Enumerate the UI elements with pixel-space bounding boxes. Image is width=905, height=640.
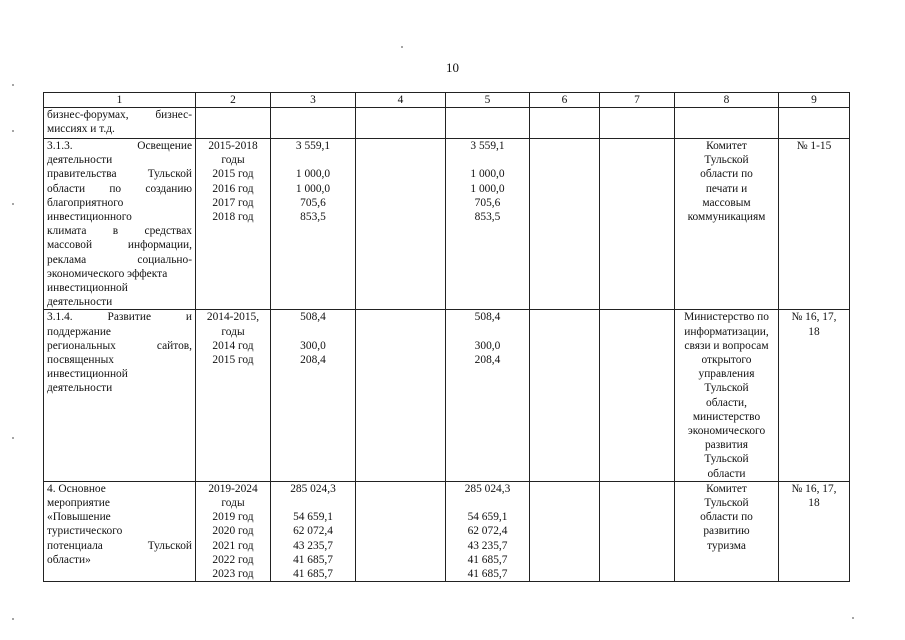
cell-line: 43 235,7 <box>293 539 333 552</box>
cell-line: информатизации, <box>684 325 769 338</box>
cell-line: Тульской <box>704 497 749 510</box>
regional-budget-cell <box>446 481 530 581</box>
cell-line: 62 072,4 <box>467 525 508 538</box>
cell-line: 2018 год <box>212 211 254 224</box>
column-header: 7 <box>600 93 675 108</box>
cell-line: 705,6 <box>474 196 501 209</box>
cell-line: климата в средствах <box>47 225 192 238</box>
cell-line: 3.1.4. Развитие и <box>47 311 192 324</box>
cell-line: 2015-2018 <box>208 140 258 152</box>
empty-cell <box>356 481 446 581</box>
empty-cell <box>600 139 675 310</box>
cell-line: Комитет <box>706 140 747 152</box>
cell-line: развития <box>704 439 749 452</box>
cell-line: 2020 год <box>212 525 254 538</box>
column-header: 2 <box>196 93 271 108</box>
cell-line: правительства Тульской <box>47 168 192 181</box>
period-cell <box>196 481 271 581</box>
cell-line: посвященных <box>47 354 114 367</box>
responsible-cell <box>675 310 779 481</box>
table-row <box>44 310 850 481</box>
scan-speck <box>12 437 14 439</box>
cell-line: развитию <box>703 525 750 538</box>
cell-line: области по созданию <box>47 182 192 195</box>
cell-line: туризма <box>707 539 746 552</box>
cell-line: 54 659,1 <box>293 511 333 524</box>
cell-line: потенциала Тульской <box>47 539 192 552</box>
scan-speck <box>852 617 854 619</box>
cell-line: 208,4 <box>300 354 326 367</box>
cell-line: коммуникациям <box>687 211 766 224</box>
cell-line: 2014-2015, <box>206 311 260 324</box>
column-header: 1 <box>44 93 196 108</box>
cell-line: инвестиционной <box>47 368 128 381</box>
column-header: 5 <box>446 93 530 108</box>
responsible-cell <box>675 108 779 139</box>
cell-line: области, <box>706 396 747 409</box>
period-cell <box>196 139 271 310</box>
column-header: 4 <box>356 93 446 108</box>
cell-line: области» <box>47 553 91 566</box>
cell-line: годы <box>221 325 245 338</box>
regional-budget-cell <box>446 108 530 139</box>
measure-name-cell <box>44 139 196 310</box>
empty-cell <box>530 310 600 481</box>
cell-line: реклама социально- <box>47 253 192 266</box>
cell-line: 41 685,7 <box>293 568 333 581</box>
regional-budget-cell <box>446 310 530 481</box>
scan-speck <box>12 203 14 205</box>
column-header: 3 <box>271 93 356 108</box>
cell-line: 3.1.3. Освещение <box>47 140 192 152</box>
cell-line: 300,0 <box>474 339 501 352</box>
total-cell <box>271 481 356 581</box>
cell-line: 508,4 <box>474 311 501 324</box>
cell-line: 41 685,7 <box>293 553 333 566</box>
period-cell <box>196 310 271 481</box>
scan-speck <box>12 130 14 132</box>
cell-line: массовой информации, <box>47 239 192 252</box>
table-row <box>44 481 850 581</box>
cell-line: инвестиционного <box>47 211 132 224</box>
cell-line: инвестиционной <box>47 282 128 295</box>
cell-line: «Повышение <box>47 511 111 524</box>
cell-line: № 1-15 <box>796 140 832 152</box>
cell-line: Министерство по <box>684 311 769 324</box>
table-row <box>44 139 850 310</box>
cell-line: 1 000,0 <box>295 182 331 195</box>
empty-cell <box>530 481 600 581</box>
empty-cell <box>600 310 675 481</box>
cell-line: 2021 год <box>212 539 254 552</box>
cell-line: связи и вопросам <box>684 339 769 352</box>
cell-line: 2014 год <box>212 339 254 352</box>
cell-line: туристического <box>47 525 123 538</box>
cell-line: 18 <box>808 325 820 338</box>
indicator-cell <box>779 139 850 310</box>
cell-line: 2017 год <box>212 196 254 209</box>
cell-line: деятельности <box>47 382 113 395</box>
empty-cell <box>356 310 446 481</box>
cell-line: 2015 год <box>212 354 254 367</box>
cell-line: 1 000,0 <box>470 182 505 195</box>
cell-line: области по <box>700 168 753 181</box>
responsible-cell <box>675 139 779 310</box>
cell-line: № 16, 17, <box>791 482 837 495</box>
indicator-cell <box>779 481 850 581</box>
cell-line: мероприятие <box>47 497 110 510</box>
cell-line: 4. Основное <box>47 482 106 495</box>
cell-line: Тульской <box>704 382 749 395</box>
cell-line: массовым <box>702 196 751 209</box>
cell-line: годы <box>221 497 245 510</box>
cell-line: 3 559,1 <box>295 140 331 152</box>
cell-line: 62 072,4 <box>293 525 333 538</box>
cell-line: 705,6 <box>300 196 326 209</box>
regional-budget-cell <box>446 139 530 310</box>
column-number-row <box>44 93 850 108</box>
cell-line: 1 000,0 <box>295 168 331 181</box>
cell-line: годы <box>221 154 245 167</box>
page-number: 10 <box>446 60 459 75</box>
scan-speck <box>12 618 14 620</box>
column-header: 6 <box>530 93 600 108</box>
cell-line: деятельности <box>47 296 113 309</box>
cell-line: открытого <box>701 354 752 367</box>
total-cell <box>271 108 356 139</box>
cell-line: печати и <box>705 182 748 195</box>
cell-line: 41 685,7 <box>467 553 508 566</box>
cell-line: области по <box>700 511 753 524</box>
empty-cell <box>356 108 446 139</box>
column-header: 8 <box>675 93 779 108</box>
program-measures-table <box>43 92 850 582</box>
cell-line: 208,4 <box>474 354 501 367</box>
period-cell <box>196 108 271 139</box>
cell-line: 2022 год <box>212 553 254 566</box>
cell-line: 3 559,1 <box>470 140 505 152</box>
column-header: 9 <box>779 93 850 108</box>
table-row <box>44 108 850 139</box>
cell-line: деятельности <box>47 154 113 167</box>
measure-name-cell <box>44 310 196 481</box>
cell-line: благоприятного <box>47 196 124 209</box>
scan-speck <box>12 84 14 86</box>
total-cell <box>271 310 356 481</box>
cell-line: поддержание <box>47 325 111 338</box>
cell-line: 2023 год <box>212 568 254 581</box>
cell-line: 285 024,3 <box>290 482 336 495</box>
cell-line: 2019 год <box>212 511 254 524</box>
cell-line: 300,0 <box>300 339 326 352</box>
cell-line: 853,5 <box>474 211 501 223</box>
cell-line: Тульской <box>704 453 749 466</box>
cell-line: региональных сайтов, <box>47 339 192 352</box>
scan-speck <box>401 46 403 48</box>
cell-line: 508,4 <box>300 311 326 324</box>
cell-line: 54 659,1 <box>467 511 508 524</box>
indicator-cell <box>779 310 850 481</box>
cell-line: миссиях и т.д. <box>47 123 115 136</box>
cell-line: 1 000,0 <box>470 168 505 181</box>
measure-name-cell <box>44 108 196 139</box>
cell-line: 285 024,3 <box>464 482 511 495</box>
cell-line: управления <box>698 368 755 381</box>
empty-cell <box>600 108 675 139</box>
cell-line: 41 685,7 <box>467 568 508 581</box>
empty-cell <box>530 139 600 310</box>
empty-cell <box>600 481 675 581</box>
cell-line: 2016 год <box>212 182 254 195</box>
cell-line: Тульской <box>704 154 749 167</box>
responsible-cell <box>675 481 779 581</box>
measure-name-cell <box>44 481 196 581</box>
cell-line: министерство <box>692 410 761 423</box>
indicator-cell <box>779 108 850 139</box>
empty-cell <box>530 108 600 139</box>
empty-cell <box>356 139 446 310</box>
cell-line: экономического эффекта <box>47 267 168 280</box>
cell-line: Комитет <box>706 482 747 495</box>
cell-line: бизнес-форумах, бизнес- <box>47 109 192 121</box>
cell-line: экономического <box>687 425 766 438</box>
cell-line: 2019-2024 <box>208 482 258 495</box>
cell-line: № 16, 17, <box>791 311 837 324</box>
cell-line: 853,5 <box>300 211 326 223</box>
cell-line: 43 235,7 <box>467 539 508 552</box>
cell-line: 18 <box>808 497 820 510</box>
cell-line: 2015 год <box>212 168 254 181</box>
cell-line: области <box>707 467 746 480</box>
total-cell <box>271 139 356 310</box>
